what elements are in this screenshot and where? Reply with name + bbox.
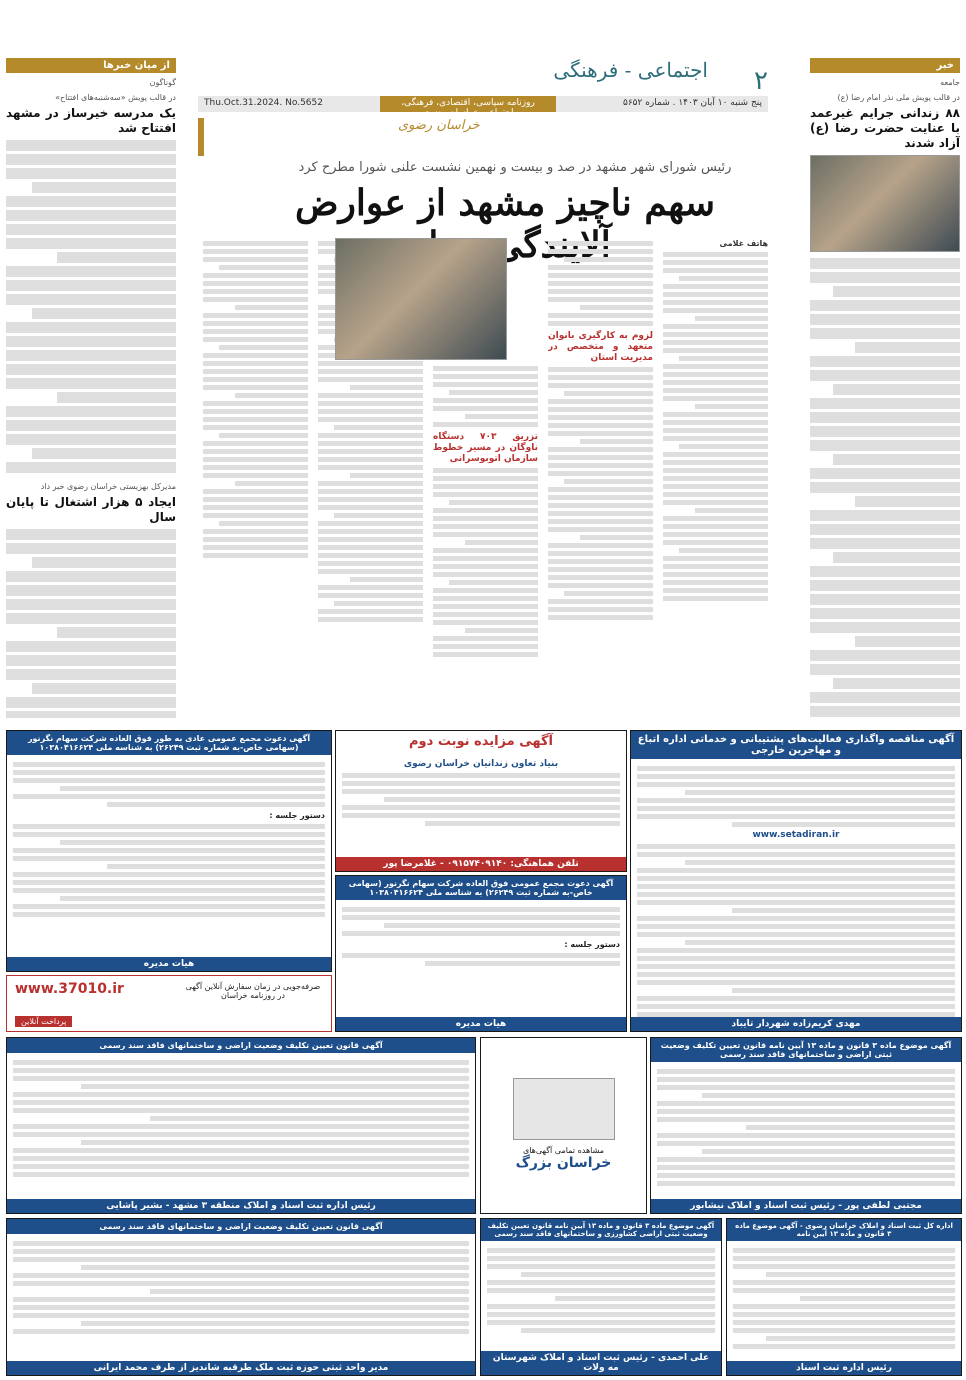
left-column-kicker: گوناگون (149, 78, 176, 87)
right-column-title: ۸۸ زندانی جرایم غیرعمد با عنایت حضرت رضا (ع) آزاد شدند (810, 106, 960, 150)
left-column-intro-2: مدیرکل بهزیستی خراسان رضوی خبر داد (40, 482, 176, 491)
law-ad-1 (650, 1037, 962, 1214)
section-title: اجتماعی - فرهنگی (553, 58, 708, 82)
masthead (198, 58, 768, 158)
auction-ad-body (336, 752, 626, 833)
assembly-ad-1-title: آگهی دعوت مجمع عمومی عادی به طور فوق العاده شرکت سهام نگرنور (سهامی خاص-به شماره ثبت ۲۶۲۴۹) به شناسه ملی ۱۰۳۸۰۴۱۶۶۲۴ (7, 731, 331, 755)
article-kicker: رئیس شورای شهر مشهد در صد و بیست و نهمین نشست علنی شورا مطرح کرد (298, 160, 732, 175)
law-ad-2 (6, 1037, 476, 1214)
tender-ad-title: آگهی مناقصه واگذاری فعالیت‌های پشتیبانی و خدماتی اداره اتباع و مهاجرین خارجی (631, 731, 961, 759)
law-ad-2-body (7, 1053, 475, 1184)
left-column-body-2 (6, 529, 176, 718)
assembly-ad-2-body (336, 900, 626, 973)
paper-subtitle: روزنامه سیاسی، اقتصادی، فرهنگی، اجتماعی خراسان رضوی (380, 96, 556, 112)
law-ad-1-title: آگهی موضوع ماده ۳ قانون و ماده ۱۳ آیین نامه قانون تعیین تکلیف وضعیت ثبتی اراضی و ساختمانهای فاقد سند رسمی (651, 1038, 961, 1062)
right-column-intro: در قالب پویش ملی نذر امام رضا (ع) (837, 93, 960, 102)
right-column (810, 58, 960, 718)
article-subhead-2: تزریق ۷۰۳ دستگاه ناوگان در مسیر خطوط سازمان اتوبوسرانی (433, 432, 538, 464)
article-col-5 (203, 238, 308, 708)
assembly-ad-2-agenda: دستور جلسه : (564, 940, 620, 949)
article-subhead-1: لزوم به کارگیری بانوان متعهد و متخصص در مدیریت استان (548, 331, 653, 363)
law-ad-4 (6, 1218, 476, 1376)
right-column-body (810, 258, 960, 718)
left-column-title-2: ایجاد ۵ هزار اشتغال تا پایان سال (6, 495, 176, 524)
promo-ad-2-text: مشاهده تمامی آگهی‌های (522, 1146, 605, 1155)
promo-ad-site[interactable]: www.37010.ir (15, 981, 124, 997)
tender-ad-site[interactable]: www.setadiran.ir (752, 830, 840, 840)
law-ad-5 (726, 1218, 962, 1376)
left-column-intro: در قالب پویش «سه‌شنبه‌های افتتاح» (55, 93, 176, 102)
promo-ad-2 (480, 1037, 647, 1214)
promo-ad-2-image (513, 1078, 615, 1140)
article-headline: سهم ناچیز مشهد از عوارض (294, 182, 716, 224)
law-ad-3-title: آگهی موضوع ماده ۳ قانون و ماده ۱۳ آیین نامه قانون تعیین تکلیف وضعیت ثبتی اراضی کشاورزی و ساختمانهای فاقد سند رسمی (481, 1219, 721, 1241)
masthead-bar (198, 96, 768, 118)
left-column (6, 58, 176, 718)
assembly-ad-1-body (7, 755, 331, 924)
left-column-body-1 (6, 140, 176, 473)
article-byline: هاتف غلامی (719, 239, 768, 248)
assembly-ad-1-footer: هیات مدیره (7, 957, 331, 971)
right-column-photo (810, 155, 960, 252)
law-ad-1-body (651, 1062, 961, 1193)
promo-ad-badge: پرداخت آنلاین (15, 1016, 72, 1027)
auction-ad-phone: تلفن هماهنگی: ۰۹۱۵۷۴۰۹۱۴۰ - غلامرضا پور (336, 857, 626, 871)
auction-ad (335, 730, 627, 872)
promo-ad-text: صرفه‌جویی در زمان سفارش آنلاین آگهی در روزنامه خراسان (185, 982, 321, 1000)
tender-ad (630, 730, 962, 1032)
law-ad-5-body (727, 1241, 961, 1356)
masthead-accent (198, 118, 204, 156)
law-ad-4-title: آگهی قانون تعیین تکلیف وضعیت اراضی و ساختمانهای فاقد سند رسمی (7, 1219, 475, 1234)
law-ad-3 (480, 1218, 722, 1376)
issue-date: پنج شنبه ۱۰ آبان ۱۴۰۳ . شماره ۵۶۵۲ (556, 96, 768, 112)
auction-ad-title: آگهی مزایده نوبت دوم (336, 731, 626, 752)
law-ad-2-footer: رئیس اداره ثبت اسناد و املاک منطقه ۳ مشهد - بشیر پاشایی (7, 1199, 475, 1213)
law-ad-2-title: آگهی قانون تعیین تکلیف وضعیت اراضی و ساختمانهای فاقد سند رسمی (7, 1038, 475, 1053)
assembly-ad-2-footer: هیات مدیره (336, 1017, 626, 1031)
right-column-kicker: جامعه (940, 78, 960, 87)
law-ad-3-footer: علی احمدی - رئیس ثبت اسناد و املاک شهرستان مه ولات (481, 1351, 721, 1375)
auction-ad-subtitle: بنیاد تعاون زندانیان خراسان رضوی (403, 759, 559, 769)
assembly-ad-1-agenda: دستور جلسه : (269, 811, 325, 820)
paper-logo: خراسان رضوی (398, 118, 480, 133)
assembly-ad-2-title: آگهی دعوت مجمع عمومی فوق العاده شرکت سهام نگرنور (سهامی خاص-به شماره ثبت ۲۶۲۴۹) به شناسه ملی ۱۰۳۸۰۴۱۶۶۲۴ (336, 876, 626, 900)
assembly-ad-2 (335, 875, 627, 1032)
law-ad-5-title: اداره کل ثبت اسناد و املاک خراسان رضوی - آگهی موضوع ماده ۳ قانون و ماده ۱۳ آیین نامه (727, 1219, 961, 1241)
page-number: ۲ (754, 66, 768, 96)
right-column-tag: خبر (810, 58, 960, 73)
article-col-1 (663, 238, 768, 708)
tender-ad-body (631, 759, 961, 1032)
issue-date-en: Thu.Oct.31.2024. No.5652 (198, 96, 380, 112)
assembly-ad-1 (6, 730, 332, 972)
promo-ad (6, 975, 332, 1032)
article-col-3 (433, 363, 538, 708)
left-column-title-1: یک مدرسه خیرساز در مشهد افتتاح شد (6, 106, 176, 135)
law-ad-4-body (7, 1234, 475, 1341)
promo-ad-2-brand: خراسان بزرگ (515, 1155, 612, 1171)
article-photo (335, 238, 507, 360)
tender-ad-footer: مهدی کریم‌زاده شهردار تایباد (631, 1017, 961, 1031)
law-ad-1-footer: مجتبی لطفی پور - رئیس ثبت اسناد و املاک نیشابور (651, 1199, 961, 1213)
article-col-2 (548, 238, 653, 708)
law-ad-3-body (481, 1241, 721, 1340)
law-ad-4-footer: مدیر واحد ثبتی حوزه ثبت ملک طرقبه شاندیز از طرف محمد ایرانی (7, 1361, 475, 1375)
law-ad-5-footer: رئیس اداره ثبت اسناد (727, 1361, 961, 1375)
left-column-tag: از میان خبرها (6, 58, 176, 73)
